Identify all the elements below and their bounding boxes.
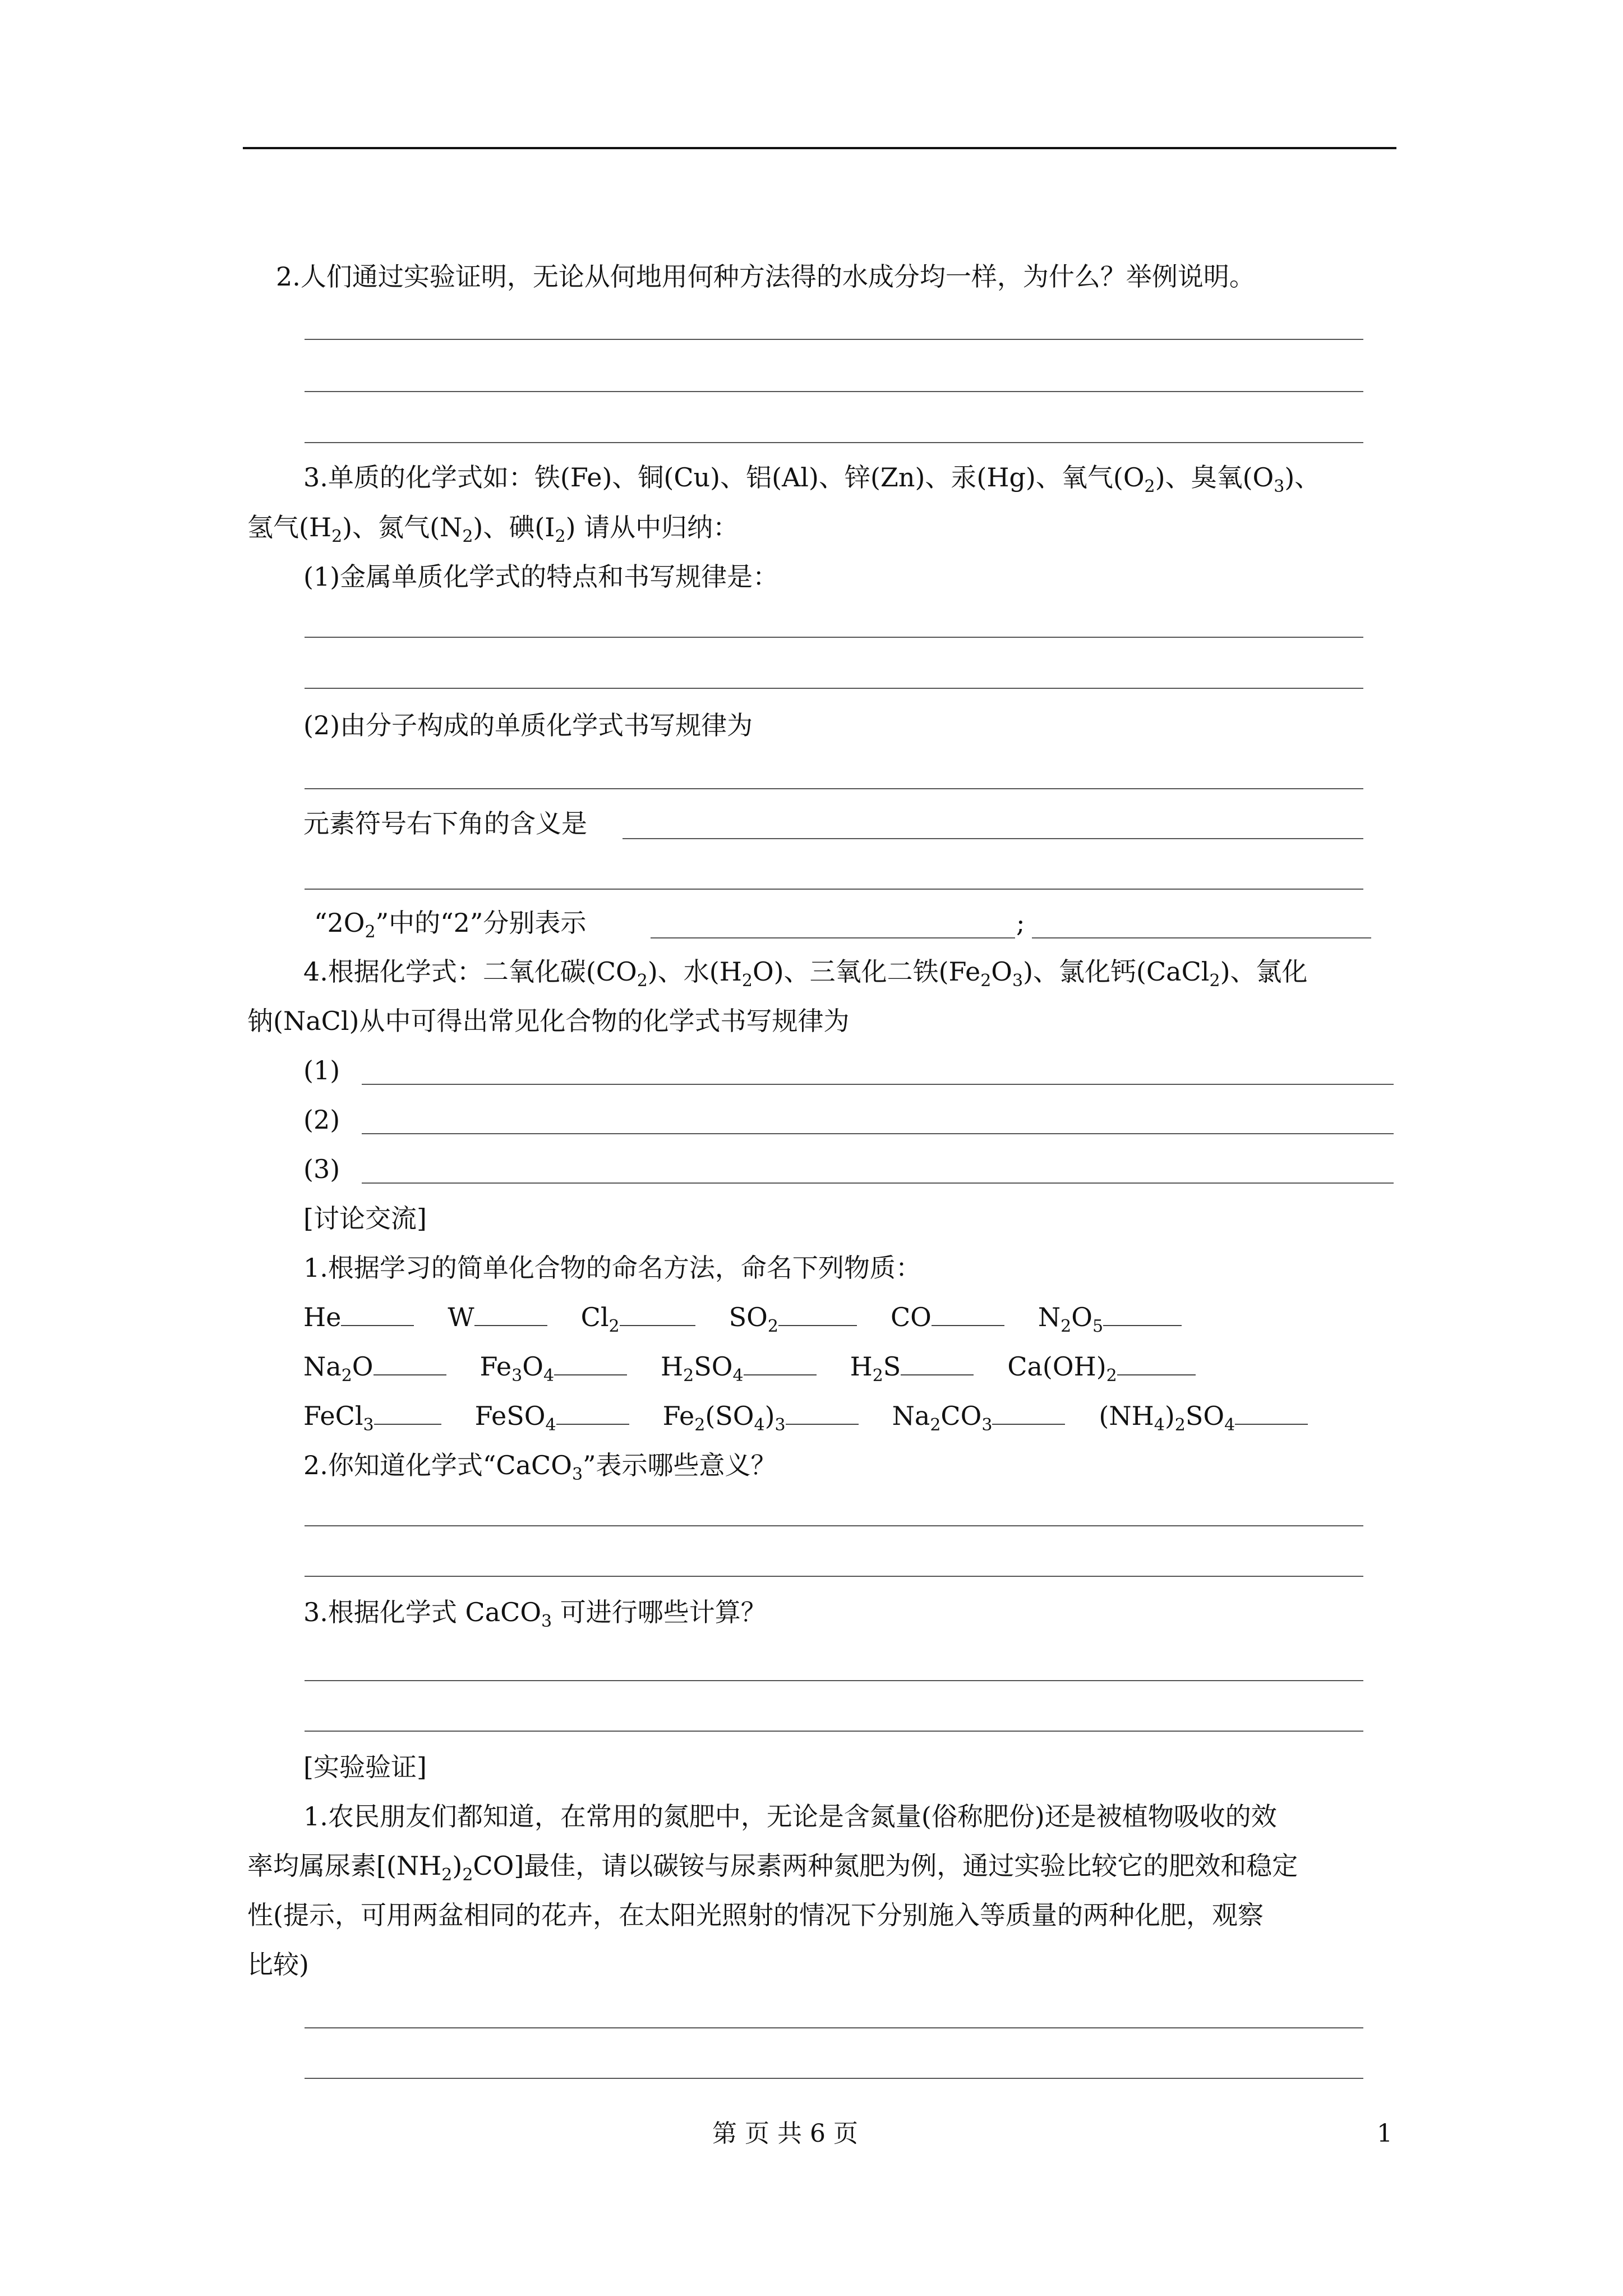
text: O)、三氧化二铁(Fe (752, 956, 981, 987)
formula-na2co3-co: CO (940, 1401, 982, 1431)
subscript: 2 (637, 971, 648, 991)
formula-so2: SO (728, 1302, 768, 1332)
discussion-heading: [讨论交流] (303, 1203, 427, 1234)
subscript: 3 (774, 1415, 786, 1435)
page-footer: 第 页 共 6 页 (712, 2119, 858, 2148)
formula-h2s: H (850, 1351, 873, 1382)
subscript: 2 (341, 1366, 352, 1386)
subscript: 3 (981, 1415, 993, 1435)
answer-blank[interactable] (374, 1399, 441, 1425)
answer-blank[interactable] (778, 1300, 857, 1326)
answer-blank[interactable] (374, 1350, 446, 1375)
answer-line[interactable] (305, 637, 1363, 638)
answer-blank[interactable] (474, 1300, 547, 1326)
formula-fe3o4-o: O (522, 1351, 543, 1382)
text: 氢气(H (247, 512, 332, 542)
subscript: 4 (732, 1366, 744, 1386)
subscript: 4 (754, 1415, 765, 1435)
formula-h2so4: H (661, 1351, 684, 1382)
answer-blank[interactable] (992, 1399, 1065, 1425)
page-number: 1 (1377, 2119, 1393, 2148)
question-4-line-2: 钠(NaCl)从中可得出常见化合物的化学式书写规律为 (247, 1006, 850, 1036)
subscript: 2 (1106, 1366, 1117, 1386)
text: )、氯化 (1220, 956, 1308, 987)
discussion-question-2 (303, 1448, 777, 1492)
formula-caoh2: Ca(OH) (1007, 1351, 1106, 1382)
text: ”表示哪些意义？ (583, 1450, 777, 1480)
answer-blank[interactable] (1032, 937, 1371, 938)
rule-3-label: (3) (303, 1154, 340, 1184)
experiment-line-2 (247, 1849, 1298, 1892)
answer-blank[interactable] (1103, 1300, 1182, 1326)
text: )、碘(I (473, 512, 555, 542)
rule-2-label: (2) (303, 1105, 340, 1135)
answer-blank[interactable] (651, 937, 1015, 938)
text: “2O (314, 908, 365, 938)
answer-line[interactable] (305, 1680, 1363, 1681)
subscript: 2 (331, 527, 343, 546)
answer-line[interactable] (305, 788, 1363, 789)
subscript: 4 (1154, 1415, 1165, 1435)
subscript: 4 (543, 1366, 555, 1386)
answer-blank[interactable] (620, 1300, 695, 1326)
experiment-line-1: 1.农民朋友们都知道，在常用的氮肥中，无论是含氮量(俗称肥份)还是被植物吸收的效 (303, 1801, 1277, 1832)
header-rule (243, 147, 1396, 149)
text: ) 请从中归纳： (565, 512, 739, 542)
formula-fe2so43-paren: ) (764, 1401, 775, 1431)
formula-n2o5-o: O (1071, 1302, 1092, 1332)
text: O (991, 956, 1012, 987)
formula-na2co3: Na (892, 1401, 930, 1431)
subscript: 2 (1144, 477, 1155, 496)
2o2-meaning-prompt (314, 906, 586, 949)
subscript: 2 (462, 527, 473, 546)
text: )、臭氧(O (1155, 462, 1274, 493)
answer-line[interactable] (305, 339, 1363, 340)
question-3-line-2 (247, 510, 739, 554)
formula-nh42so4: (NH (1099, 1401, 1154, 1431)
subscript: 2 (441, 1865, 453, 1885)
answer-line[interactable] (305, 688, 1363, 689)
formula-cl2: Cl (580, 1302, 609, 1332)
answer-blank[interactable] (554, 1350, 627, 1375)
subscript: 2 (555, 527, 566, 546)
answer-line[interactable] (623, 838, 1363, 839)
answer-line[interactable] (305, 2078, 1363, 2079)
experiment-line-3: 性(提示，可用两盆相同的花卉，在太阳光照射的情况下分别施入等质量的两种化肥，观察 (247, 1900, 1264, 1930)
discussion-question-1: 1.根据学习的简单化合物的命名方法，命名下列物质： (303, 1253, 921, 1283)
question-3-item-2: (2)由分子构成的单质化学式书写规律为 (303, 710, 753, 740)
subscript-meaning-prompt: 元素符号右下角的含义是 (303, 808, 587, 839)
subscript: 2 (608, 1317, 620, 1336)
formula-co: CO (890, 1302, 932, 1332)
formula-na2o-o: O (352, 1351, 374, 1382)
naming-row-1 (303, 1300, 1182, 1343)
answer-line[interactable] (305, 391, 1363, 392)
answer-blank[interactable] (1235, 1399, 1308, 1425)
naming-row-2 (303, 1350, 1196, 1393)
subscript: 5 (1092, 1317, 1104, 1336)
text: 4.根据化学式：二氧化碳(CO (303, 956, 637, 987)
answer-blank[interactable] (556, 1399, 629, 1425)
subscript: 2 (1061, 1317, 1072, 1336)
answer-line[interactable] (362, 1133, 1394, 1134)
subscript: 3 (541, 1612, 552, 1631)
rule-1-label: (1) (303, 1055, 340, 1085)
answer-blank[interactable] (932, 1300, 1004, 1326)
question-4-line-1 (303, 955, 1308, 998)
subscript: 4 (1224, 1415, 1235, 1435)
formula-fe3o4: Fe (479, 1351, 512, 1382)
question-3-item-1: (1)金属单质化学式的特点和书写规律是： (303, 562, 779, 592)
answer-line[interactable] (362, 1084, 1394, 1085)
formula-h2s-s: S (883, 1351, 901, 1382)
naming-row-3 (303, 1399, 1308, 1442)
formula-h2so4-so: SO (694, 1351, 733, 1382)
answer-line[interactable] (362, 1182, 1394, 1184)
subscript: 2 (741, 971, 753, 991)
text: 可进行哪些计算？ (552, 1597, 767, 1627)
answer-blank[interactable] (786, 1399, 859, 1425)
subscript: 3 (1274, 477, 1285, 496)
answer-blank[interactable] (1117, 1350, 1196, 1375)
subscript: 3 (1012, 971, 1023, 991)
subscript: 3 (363, 1415, 374, 1435)
formula-feso4: FeSO (474, 1401, 546, 1431)
answer-line[interactable] (305, 1576, 1363, 1577)
text: ”中的“2”分别表示 (375, 908, 587, 938)
subscript: 2 (930, 1415, 941, 1435)
subscript: 4 (545, 1415, 556, 1435)
text: )、 (1284, 462, 1321, 493)
formula-w: W (448, 1302, 474, 1332)
formula-fe2so43: Fe (662, 1401, 695, 1431)
text: )、氯化钙(CaCl (1023, 956, 1210, 987)
subscript: 3 (571, 1465, 583, 1484)
formula-n2o5: N (1038, 1302, 1061, 1332)
subscript: 2 (1209, 971, 1220, 991)
text: 2.你知道化学式“CaCO (303, 1450, 572, 1480)
text: 3.根据化学式 CaCO (303, 1597, 542, 1627)
text: )、氮气(N (342, 512, 463, 542)
semicolon: ; (1016, 908, 1025, 938)
subscript: 3 (511, 1366, 523, 1386)
text: )、水(H (647, 956, 742, 987)
answer-line[interactable] (305, 1731, 1363, 1732)
subscript: 2 (1174, 1415, 1186, 1435)
answer-line[interactable] (305, 1525, 1363, 1526)
text: CO]最佳，请以碳铵与尿素两种氮肥为例，通过实验比较它的肥效和稳定 (473, 1851, 1298, 1881)
text: 率均属尿素[(NH (247, 1851, 442, 1881)
subscript: 2 (767, 1317, 778, 1336)
question-3-line-1 (303, 461, 1320, 504)
answer-line[interactable] (305, 2027, 1363, 2028)
subscript: 2 (694, 1415, 706, 1435)
answer-blank[interactable] (901, 1350, 974, 1375)
subscript: 2 (980, 971, 992, 991)
answer-line[interactable] (305, 442, 1363, 443)
experiment-line-4: 比较) (247, 1949, 309, 1980)
subscript: 2 (872, 1366, 883, 1386)
formula-nh42so4-paren: ) (1164, 1401, 1175, 1431)
text: 3.单质的化学式如：铁(Fe)、铜(Cu)、铝(Al)、锌(Zn)、汞(Hg)、氧气(O (303, 462, 1145, 493)
subscript: 2 (462, 1865, 473, 1885)
subscript: 2 (365, 922, 376, 942)
formula-fecl3: FeCl (303, 1401, 363, 1431)
subscript: 2 (683, 1366, 694, 1386)
answer-line[interactable] (305, 889, 1363, 890)
discussion-question-3 (303, 1595, 767, 1639)
formula-fe2so43-so: (SO (705, 1401, 754, 1431)
answer-blank[interactable] (744, 1350, 817, 1375)
formula-na2o: Na (303, 1351, 342, 1382)
formula-nh42so4-so: SO (1185, 1401, 1225, 1431)
formula-he: He (303, 1302, 342, 1332)
answer-blank[interactable] (341, 1300, 414, 1326)
question-2: 2.人们通过实验证明，无论从何地用何种方法得的水成分均一样，为什么？举例说明。 (276, 261, 1255, 292)
text: ) (452, 1851, 463, 1881)
experiment-heading: [实验验证] (303, 1752, 427, 1782)
